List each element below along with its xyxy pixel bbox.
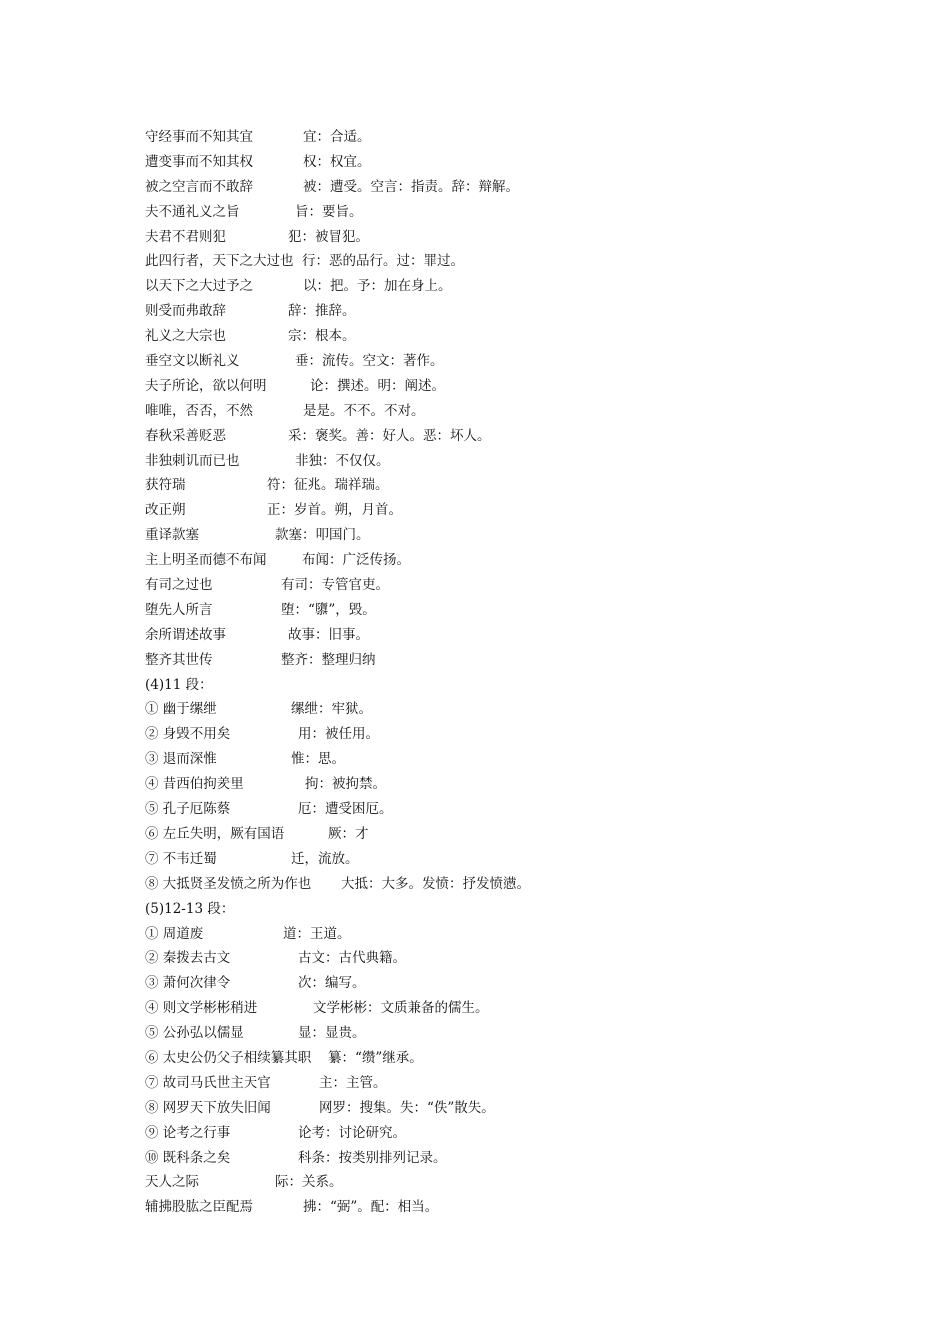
gloss-text: 惟：思。 (291, 751, 345, 768)
vocabulary-list (145, 125, 865, 1220)
term-text: 以天下之大过予之 (145, 278, 253, 295)
term-text: (5)12-13 段： (145, 900, 235, 917)
term-text: ③ 萧何次律令 (145, 975, 231, 992)
term-text: ② 身毁不用矣 (145, 726, 231, 743)
term-text: ⑤ 公孙弘以儒显 (145, 1025, 244, 1042)
list-item (145, 648, 865, 673)
gloss-text: 宗：根本。 (288, 328, 356, 345)
term-text: ⑥ 左丘失明，厥有国语 (145, 825, 285, 842)
list-item (145, 1046, 865, 1071)
list-item (145, 374, 865, 399)
list-item (145, 473, 865, 498)
list-item (145, 772, 865, 797)
gloss-text: 科条：按类别排列记录。 (298, 1149, 447, 1166)
term-text: ① 周道废 (145, 925, 204, 942)
list-item (145, 399, 865, 424)
list-item (145, 847, 865, 872)
gloss-text: 宜：合适。 (303, 129, 371, 145)
gloss-text: 以：把。予：加在身上。 (303, 278, 452, 295)
term-text: 主上明圣而德不布闻 (145, 552, 267, 569)
list-item (145, 1096, 865, 1121)
gloss-text: 被：遭受。空言：指责。辞：辩解。 (303, 178, 519, 195)
term-text: 夫君不君则犯 (145, 228, 226, 245)
term-text: ⑦ 故司马氏世主天官 (145, 1074, 271, 1091)
list-item (145, 922, 865, 947)
term-text: 则受而弗敢辞 (145, 303, 226, 320)
list-item (145, 971, 865, 996)
term-text: ③ 退而深惟 (145, 751, 217, 768)
gloss-text: 布闻：广泛传扬。 (302, 552, 410, 569)
list-item (145, 872, 865, 897)
list-item (145, 349, 865, 374)
list-item (145, 1071, 865, 1096)
gloss-text: 际：关系。 (275, 1174, 343, 1191)
term-text: 改正朔 (145, 502, 186, 519)
gloss-text: 旨：要旨。 (295, 203, 363, 220)
term-text: 被之空言而不敢辞 (145, 178, 253, 195)
list-item (145, 1146, 865, 1171)
term-text: ⑧ 大抵贤圣发愤之所为作也 (145, 875, 312, 892)
term-text: 获符瑞 (145, 477, 186, 494)
term-text: 余所谓述故事 (145, 626, 226, 643)
term-text: ⑧ 网罗天下放失旧闻 (145, 1099, 271, 1116)
gloss-text: 缧绁：牢狱。 (291, 701, 372, 718)
list-item (145, 274, 865, 299)
gloss-text: 权：权宜。 (303, 153, 371, 170)
term-text: 此四行者，天下之大过也 (145, 253, 294, 270)
list-item (145, 1195, 865, 1220)
gloss-text: 整齐：整理归纳 (281, 651, 376, 668)
list-item (145, 299, 865, 324)
gloss-text: 文学彬彬：文质兼备的儒生。 (313, 1000, 489, 1017)
term-text: 唯唯，否否，不然 (145, 402, 253, 419)
term-text: 夫不通礼义之旨 (145, 203, 240, 220)
list-item (145, 673, 865, 698)
term-text: ⑥ 太史公仍父子相续纂其职 (145, 1049, 312, 1066)
term-text: 遭变事而不知其权 (145, 153, 253, 170)
term-text: ② 秦拨去古文 (145, 950, 231, 967)
list-item (145, 449, 865, 474)
list-item (145, 946, 865, 971)
list-item (145, 498, 865, 523)
gloss-text: 大抵：大多。发愤：抒发愤懑。 (341, 875, 530, 892)
list-item (145, 523, 865, 548)
gloss-text: 款塞：叩国门。 (275, 527, 370, 544)
term-text: ⑨ 论考之行事 (145, 1124, 231, 1141)
term-text: 整齐其世传 (145, 651, 213, 668)
list-item (145, 1121, 865, 1146)
term-text: ⑦ 不韦迁蜀 (145, 850, 217, 867)
list-item (145, 200, 865, 225)
gloss-text: 是是。不不。不对。 (303, 402, 425, 419)
term-text: 礼义之大宗也 (145, 328, 226, 345)
list-item (145, 424, 865, 449)
list-item (145, 996, 865, 1021)
gloss-text: 迁，流放。 (291, 850, 359, 867)
term-text: 有司之过也 (145, 577, 213, 594)
gloss-text: 厄：遭受困厄。 (298, 801, 393, 818)
term-text: ① 幽于缧绁 (145, 701, 217, 718)
gloss-text: 用：被任用。 (298, 726, 379, 743)
list-item (145, 722, 865, 747)
list-item (145, 548, 865, 573)
gloss-text: 次：编写。 (298, 975, 366, 992)
gloss-text: 犯：被冒犯。 (288, 228, 369, 245)
term-text: ④ 则文学彬彬稍进 (145, 1000, 258, 1017)
gloss-text: 正：岁首。朔，月首。 (267, 502, 402, 519)
term-text: 辅拂股肱之臣配焉 (145, 1199, 253, 1216)
gloss-text: 垂：流传。空文：著作。 (295, 353, 444, 370)
list-item (145, 249, 865, 274)
list-item (145, 125, 865, 150)
list-item (145, 747, 865, 772)
gloss-text: 主：主管。 (319, 1074, 387, 1091)
gloss-text: 道：王道。 (283, 925, 351, 942)
term-text: 非独刺讥而已也 (145, 452, 240, 469)
list-item (145, 598, 865, 623)
gloss-text: 堕：“隳”，毁。 (281, 601, 376, 618)
gloss-text: 网罗：搜集。失：“佚”散失。 (319, 1099, 495, 1116)
term-text: ⑤ 孔子厄陈蔡 (145, 801, 231, 818)
term-text: ⑩ 既科条之矣 (145, 1149, 231, 1166)
gloss-text: 符：征兆。瑞祥瑞。 (267, 477, 389, 494)
term-text: 垂空文以断礼义 (145, 353, 240, 370)
term-text: 天人之际 (145, 1174, 199, 1191)
list-item (145, 175, 865, 200)
term-text: 堕先人所言 (145, 601, 213, 618)
gloss-text: 有司：专管官吏。 (281, 577, 389, 594)
list-item (145, 1021, 865, 1046)
gloss-text: 故事：旧事。 (288, 626, 369, 643)
list-item (145, 573, 865, 598)
term-text: 夫子所论，欲以何明 (145, 377, 267, 394)
list-item (145, 822, 865, 847)
gloss-text: 古文：古代典籍。 (298, 950, 406, 967)
list-item (145, 797, 865, 822)
gloss-text: 非独：不仅仅。 (295, 452, 390, 469)
gloss-text: 厥：才 (328, 825, 369, 842)
gloss-text: 辞：推辞。 (288, 303, 356, 320)
gloss-text: 论：撰述。明：阐述。 (310, 377, 445, 394)
term-text: 守经事而不知其宜 (145, 129, 253, 145)
list-item (145, 324, 865, 349)
list-item (145, 697, 865, 722)
list-item (145, 623, 865, 648)
list-item (145, 150, 865, 175)
gloss-text: 显：显贵。 (298, 1025, 366, 1042)
list-item (145, 1170, 865, 1195)
gloss-text: 拘：被拘禁。 (305, 776, 386, 793)
gloss-text: 行：恶的品行。过：罪过。 (302, 253, 464, 270)
term-text: 春秋采善贬恶 (145, 427, 226, 444)
list-item (145, 897, 865, 922)
list-item (145, 225, 865, 250)
gloss-text: 采：褒奖。善：好人。恶：坏人。 (288, 427, 491, 444)
term-text: (4)11 段： (145, 676, 213, 693)
gloss-text: 论考：讨论研究。 (298, 1124, 406, 1141)
term-text: ④ 昔西伯拘羑里 (145, 776, 244, 793)
gloss-text: 纂：“缵”继承。 (328, 1049, 423, 1066)
term-text: 重译款塞 (145, 527, 199, 544)
gloss-text: 拂：“弼”。配：相当。 (303, 1199, 439, 1216)
